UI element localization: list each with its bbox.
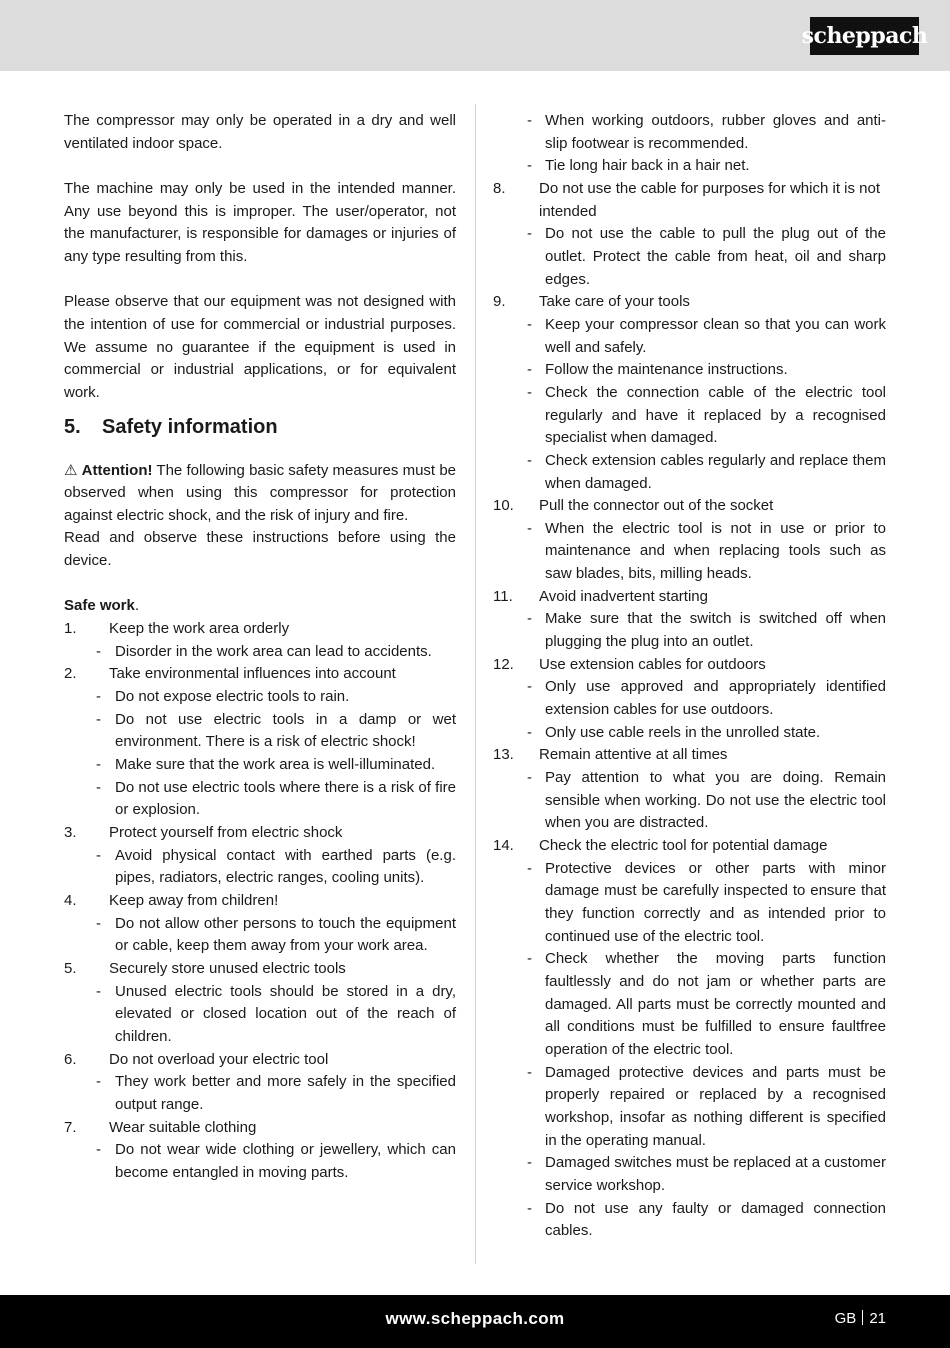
list-item xyxy=(493,654,886,677)
list-subitem xyxy=(64,754,456,777)
list-subitem xyxy=(493,1062,886,1153)
read-instructions-text: Read and observe these instructions before using the device. xyxy=(64,529,456,570)
language-code: GB xyxy=(834,1310,857,1327)
list-subitem xyxy=(493,518,886,586)
dash-bullet: - xyxy=(527,1063,532,1081)
left-column xyxy=(64,110,456,1184)
dash-bullet: - xyxy=(96,914,101,932)
item-title: Protect yourself from electric shock xyxy=(109,823,343,841)
item-number: 7. xyxy=(64,1118,77,1136)
subitem-text: Check the connection cable of the electric tool regularly and have it replaced by a recognised specialist when damaged. xyxy=(545,383,886,447)
separator-bar xyxy=(862,1310,863,1325)
item-number: 8. xyxy=(493,179,506,197)
list-subitem xyxy=(64,1071,456,1116)
item-number: 1. xyxy=(64,620,77,638)
list-subitem xyxy=(493,1198,886,1243)
subitem-text: Only use approved and appropriately identified extension cables for use outdoors. xyxy=(545,678,886,719)
list-subitem xyxy=(493,858,886,949)
list-subitem xyxy=(64,641,456,664)
list-subitem xyxy=(493,223,886,291)
list-subitem xyxy=(64,981,456,1049)
attention-paragraph xyxy=(64,460,456,528)
item-number: 4. xyxy=(64,891,77,909)
list-subitem xyxy=(493,1152,886,1197)
subitem-text: Avoid physical contact with earthed parts (e.g. pipes, radiators, electric ranges, cooling units). xyxy=(115,846,456,887)
subitem-text: Disorder in the work area can lead to accidents. xyxy=(115,642,432,660)
item-number: 14. xyxy=(493,837,514,854)
dash-bullet: - xyxy=(96,688,101,706)
list-subitem xyxy=(493,948,886,1061)
dash-bullet: - xyxy=(527,1154,532,1172)
item-number: 2. xyxy=(64,665,77,683)
item-number: 13. xyxy=(493,746,514,764)
list-subitem xyxy=(493,314,886,359)
item-title: Securely store unused electric tools xyxy=(109,959,346,977)
dash-bullet: - xyxy=(527,678,532,696)
list-subitem xyxy=(493,722,886,745)
subitem-text: Pay attention to what you are doing. Remain sensible when working. Do not use the electric tool when you are distracted. xyxy=(545,769,886,832)
subitem-text: Make sure that the work area is well-illuminated. xyxy=(115,756,436,774)
list-item xyxy=(493,744,886,767)
item-number: 12. xyxy=(493,655,514,673)
item-number: 9. xyxy=(493,293,506,311)
scheppach-logo: scheppach xyxy=(810,17,919,55)
list-subitem xyxy=(493,359,886,382)
item-number: 10. xyxy=(493,497,514,515)
list-subitem xyxy=(64,777,456,822)
subitem-text: When the electric tool is not in use or prior to maintenance and when replacing tools such as saw blades, bits, milling heads. xyxy=(545,519,886,583)
list-subitem xyxy=(493,155,886,178)
right-column xyxy=(493,110,886,1243)
subitem-text: Damaged protective devices and parts must be properly repaired or replaced by a recognised workshop, insofar as nothing different is specified in the operating manual. xyxy=(545,1063,886,1149)
attention-label: Attention! xyxy=(81,461,153,479)
list-subitem xyxy=(493,382,886,450)
list-item xyxy=(64,822,456,845)
list-subitem xyxy=(493,767,886,835)
list-item xyxy=(493,495,886,518)
dash-bullet: - xyxy=(527,157,532,175)
item-title: Pull the connector out of the socket xyxy=(539,497,774,515)
item-title: Remain attentive at all times xyxy=(539,746,728,764)
dash-bullet: - xyxy=(527,1199,532,1217)
subitem-text: When working outdoors, rubber gloves and anti-slip footwear is recommended. xyxy=(545,112,886,152)
item-number: 11. xyxy=(493,587,513,605)
dash-bullet: - xyxy=(527,769,532,787)
dash-bullet: - xyxy=(96,642,101,660)
section-number: 5. xyxy=(64,415,81,438)
list-subitem xyxy=(64,709,456,754)
list-subitem xyxy=(493,110,886,155)
item-title: Avoid inadvertent starting xyxy=(539,587,708,605)
dash-bullet: - xyxy=(527,723,532,741)
list-item xyxy=(493,178,886,223)
website-link[interactable]: www.scheppach.com xyxy=(385,1309,565,1328)
dash-bullet: - xyxy=(527,383,532,401)
list-item xyxy=(493,586,886,609)
column-divider xyxy=(475,104,476,1264)
subitem-text: Check whether the moving parts function faultlessly and do not jam or whether parts are damaged. All parts must be correctly mounted and all conditions must be fulfilled to ensure faultfree operation of the electric tool. xyxy=(545,950,886,1058)
safe-work-heading: Safe work. xyxy=(64,597,140,615)
list-subitem xyxy=(64,913,456,958)
section-heading xyxy=(64,415,456,439)
dash-bullet: - xyxy=(96,756,101,774)
item-title: Do not overload your electric tool xyxy=(109,1050,329,1068)
list-subitem xyxy=(493,676,886,721)
item-number: 3. xyxy=(64,823,77,841)
item-title: Check the electric tool for potential damage xyxy=(539,837,828,854)
item-number: 6. xyxy=(64,1050,77,1068)
item-title: Do not use the cable for purposes for which it is not intended xyxy=(539,179,881,220)
list-item xyxy=(64,663,456,686)
subitem-text: Only use cable reels in the unrolled state. xyxy=(545,723,821,741)
dash-bullet: - xyxy=(527,451,532,469)
subitem-text: Tie long hair back in a hair net. xyxy=(545,157,750,175)
list-subitem xyxy=(64,845,456,890)
dash-bullet: - xyxy=(527,610,532,628)
clothing-subitems xyxy=(493,110,886,178)
item-number: 5. xyxy=(64,959,77,977)
list-item xyxy=(64,1117,456,1140)
dash-bullet: - xyxy=(527,315,532,333)
subitem-text: Protective devices or other parts with minor damage must be carefully inspected to ensure that they function correctly and as intended prior to continued use of the electric tool. xyxy=(545,859,886,945)
subitem-text: Make sure that the switch is switched off when plugging the plug into an outlet. xyxy=(545,610,886,651)
dash-bullet: - xyxy=(96,1073,101,1091)
section-title: Safety information xyxy=(102,415,278,438)
item-title: Use extension cables for outdoors xyxy=(539,655,766,673)
intro-paragraph-3: Please observe that our equipment was not designed with the intention of use for commercial or industrial purposes. We assume no guarantee if the equipment is used in commercial or industrial applications, or for equivalent work. xyxy=(64,293,456,401)
subitem-text: Do not use any faulty or damaged connection cables. xyxy=(545,1199,886,1240)
list-subitem xyxy=(493,450,886,495)
dash-bullet: - xyxy=(96,710,101,728)
subitem-text: Do not use the cable to pull the plug out of the outlet. Protect the cable from heat, oil and sharp edges. xyxy=(545,225,886,288)
dash-bullet: - xyxy=(96,1141,101,1159)
list-subitem xyxy=(64,1139,456,1184)
subitem-text: Unused electric tools should be stored in a dry, elevated or closed location out of the reach of children. xyxy=(115,982,456,1045)
dash-bullet: - xyxy=(527,859,532,877)
subitem-text: Check extension cables regularly and replace them when damaged. xyxy=(545,451,886,492)
footer-bar xyxy=(0,1295,950,1348)
dash-bullet: - xyxy=(527,950,532,968)
subitem-text: Do not wear wide clothing or jewellery, which can become entangled in moving parts. xyxy=(115,1141,456,1181)
item-title: Keep away from children! xyxy=(109,891,279,909)
dash-bullet: - xyxy=(527,225,532,243)
subitem-text: Damaged switches must be replaced at a customer service workshop. xyxy=(545,1154,886,1194)
subitem-text: Keep your compressor clean so that you can work well and safely. xyxy=(545,315,886,356)
dash-bullet: - xyxy=(96,982,101,1000)
subitem-text: Do not use electric tools in a damp or wet environment. There is a risk of electric shock! xyxy=(115,710,456,751)
dash-bullet: - xyxy=(527,519,532,537)
subitem-text: Do not allow other persons to touch the equipment or cable, keep them away from your work area. xyxy=(115,914,456,955)
dash-bullet: - xyxy=(527,112,532,129)
item-title: Take care of your tools xyxy=(539,293,690,311)
subitem-text: Do not use electric tools where there is a risk of fire or explosion. xyxy=(115,778,456,819)
subitem-text: Do not expose electric tools to rain. xyxy=(115,688,350,706)
dash-bullet: - xyxy=(96,778,101,796)
safety-list-right xyxy=(493,178,886,1243)
item-title: Wear suitable clothing xyxy=(109,1118,257,1136)
item-title: Keep the work area orderly xyxy=(109,620,290,638)
intro-paragraph-1: The compressor may only be operated in a dry and well ventilated indoor space. xyxy=(64,112,456,152)
header-bar xyxy=(0,0,950,71)
list-item xyxy=(493,291,886,314)
dash-bullet: - xyxy=(527,361,532,379)
list-item xyxy=(493,835,886,858)
list-item xyxy=(64,890,456,913)
attention-text: The following basic safety measures must be observed when using this compressor for protection against electric shock, and the risk of injury and fire. xyxy=(64,461,456,524)
list-subitem xyxy=(493,608,886,653)
page-number: 21 xyxy=(869,1310,886,1327)
list-subitem xyxy=(64,686,456,709)
item-title: Take environmental influences into account xyxy=(109,665,396,683)
list-item xyxy=(64,1049,456,1072)
list-item xyxy=(64,618,456,641)
subitem-text: Follow the maintenance instructions. xyxy=(545,361,788,379)
safety-list-left xyxy=(64,618,456,1184)
intro-paragraph-2: The machine may only be used in the intended manner. Any use beyond this is improper. The user/operator, not the manufacturer, is responsible for damages or injuries of any type resulting from this. xyxy=(64,179,456,265)
dash-bullet: - xyxy=(96,846,101,864)
page-indicator xyxy=(835,1310,886,1327)
list-item xyxy=(64,958,456,981)
subitem-text: They work better and more safely in the specified output range. xyxy=(115,1073,456,1113)
warning-triangle-icon: ⚠ xyxy=(64,461,78,479)
